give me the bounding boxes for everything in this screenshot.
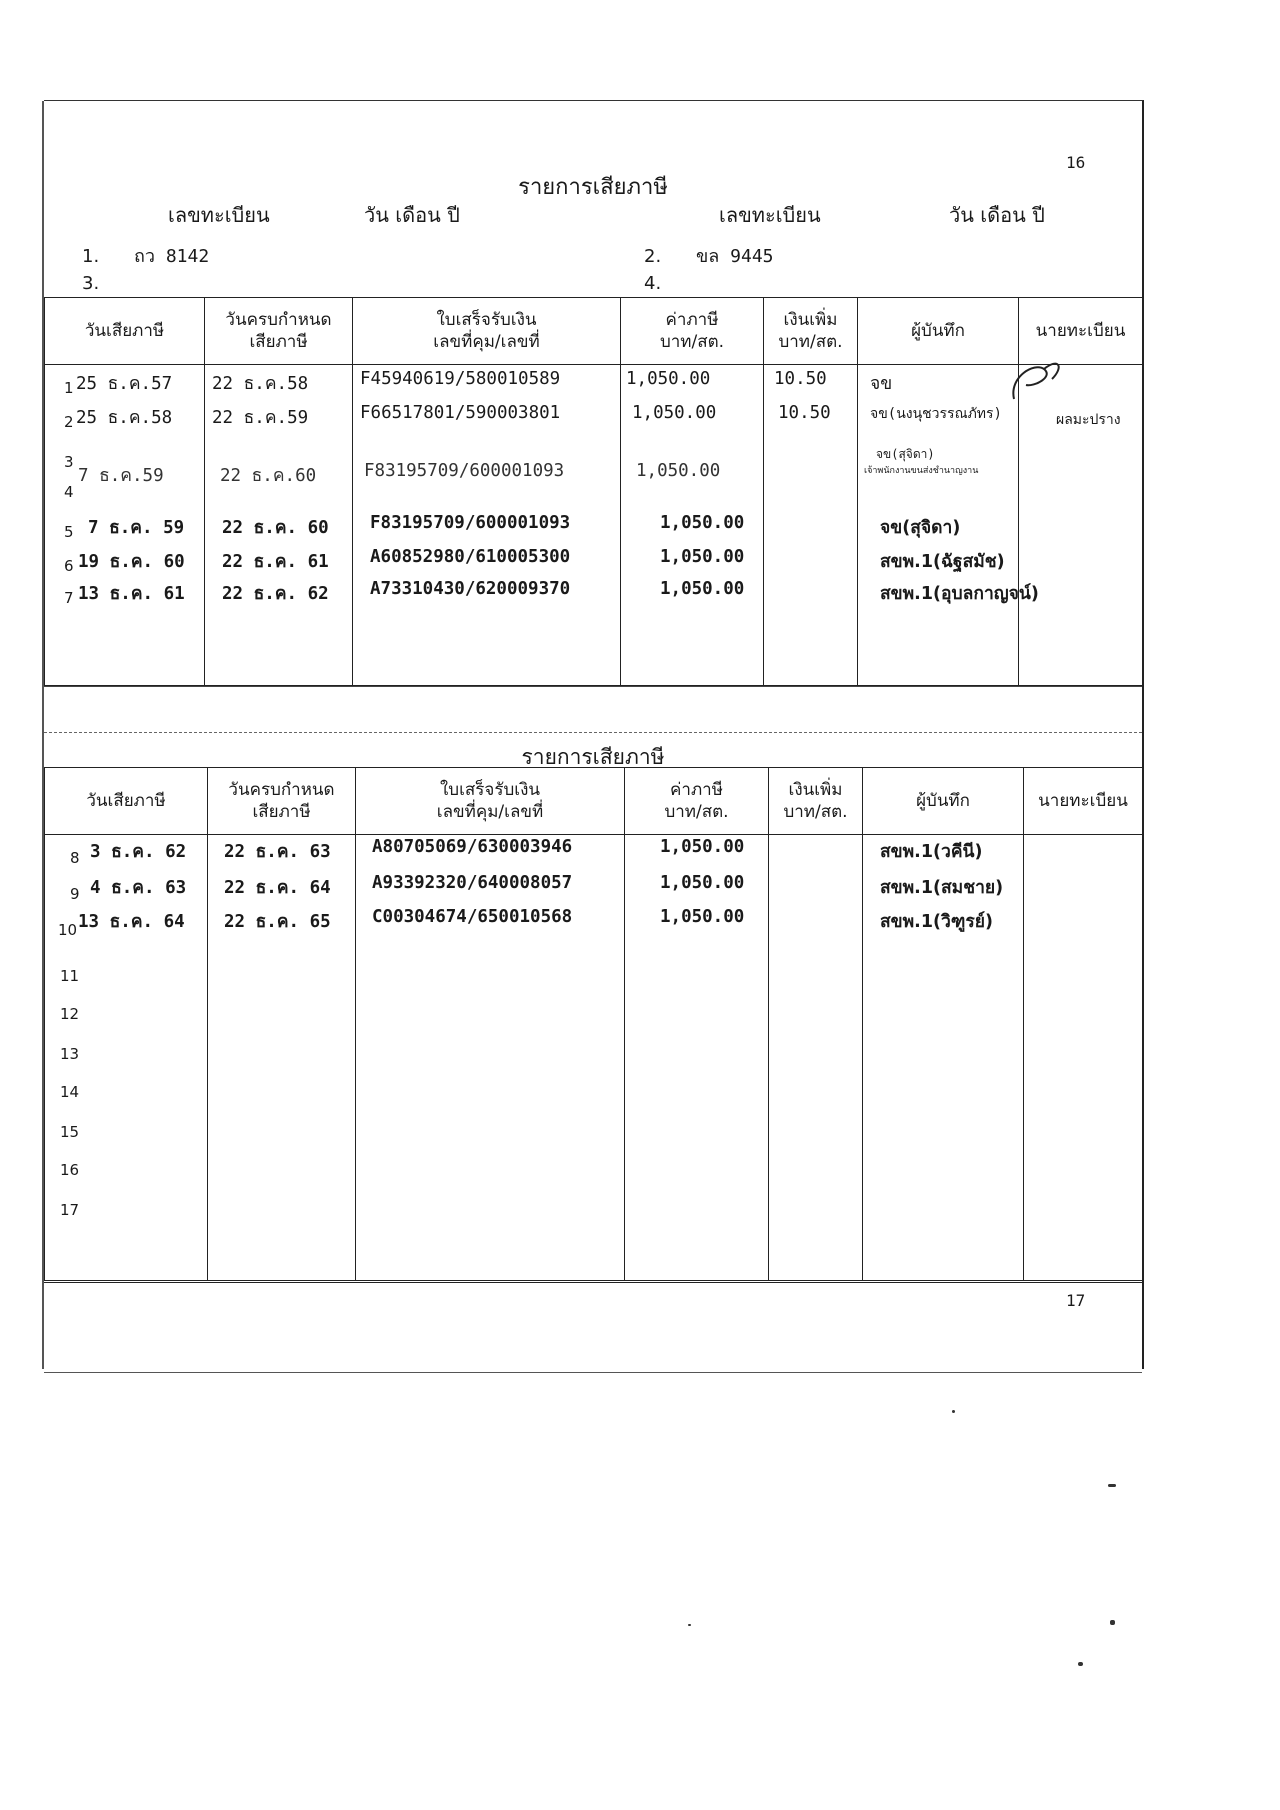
col-registrar: นายทะเบียน xyxy=(1019,298,1143,365)
col-receipt: ใบเสร็จรับเงิน เลขที่คุม/เลขที่ xyxy=(356,768,625,835)
col-extra: เงินเพิ่ม บาท/สต. xyxy=(764,298,858,365)
col-tax: ค่าภาษี บาท/สต. xyxy=(621,298,764,365)
page-number-top: 16 xyxy=(1066,153,1086,172)
row-number: 12 xyxy=(60,1005,80,1023)
registration-1: 1. ถว 8142 xyxy=(82,246,210,267)
section1-rows: 1 25 ธ.ค.57 22 ธ.ค.58 F45940619/580010589 1,050.00 10.50 จข 2 25 ธ.ค.58 22 ธ.ค.59 F66517801/590003801 1,050.00 10.50 จข(นงนุชวรรณภัทร) ผลมะปราง 3 7 ธ.ค.59 22 ธ.ค.60 F83195709/600001093 1,050.00 จข(สุจิดา) เจ้าพนักงานขนส่งชำนาญงาน 4 5 7 ธ.ค. 59 22 ธ.ค. 60 F83195709/600001093 1,050.00 จข(สุจิดา) 6 19 ธ.ค. 60 22 ธ.ค. 61 A60852980/610005300 1,050.00 สขพ.1(ฉัฐสมัช) 7 13 ธ.ค. 61 22 ธ.ค. 62 A73310430/620009370 1,050.00 สขพ.1(อุบลกาญจน์) xyxy=(44,367,1142,687)
col-extra: เงินเพิ่ม บาท/สต. xyxy=(769,768,863,835)
scan-speck xyxy=(1108,1484,1116,1487)
row-number: 15 xyxy=(60,1123,80,1141)
col-tax: ค่าภาษี บาท/สต. xyxy=(625,768,769,835)
row-number: 16 xyxy=(60,1161,80,1179)
section2-bottom-rule xyxy=(44,1282,1142,1283)
row-number: 14 xyxy=(60,1083,80,1101)
col-due-date: วันครบกำหนด เสียภาษี xyxy=(205,298,353,365)
col-recorder: ผู้บันทึก xyxy=(863,768,1024,835)
section2-rows: 8 3 ธ.ค. 62 22 ธ.ค. 63 A80705069/630003946 1,050.00 สขพ.1(วคีนี) 9 4 ธ.ค. 63 22 ธ.ค. 64 A93392320/640008057 1,050.00 สขพ.1(สมชาย) 10 13 ธ.ค. 64 22 ธ.ค. 65 C00304674/650010568 1,050.00 สขพ.1(วิฑูรย์) 11 12 13 14 15 16 17 xyxy=(58,837,1004,1219)
col-receipt: ใบเสร็จรับเงิน เลขที่คุม/เลขที่ xyxy=(353,298,621,365)
scan-speck xyxy=(1078,1662,1083,1666)
header-reg-left: เลขทะเบียน xyxy=(168,203,270,227)
row-number: 11 xyxy=(60,967,80,985)
scan-speck xyxy=(1110,1620,1115,1625)
col-due-date: วันครบกำหนด เสียภาษี xyxy=(208,768,356,835)
section2-title: รายการเสียภาษี xyxy=(521,745,665,769)
section1-header-row xyxy=(45,298,1143,365)
section2-header-row xyxy=(45,768,1143,835)
header-date-left: วัน เดือน ปี xyxy=(364,203,460,227)
page-divider xyxy=(44,686,1142,733)
page-number-bottom: 17 xyxy=(1066,1291,1086,1310)
header-date-right: วัน เดือน ปี xyxy=(949,203,1045,227)
col-registrar: นายทะเบียน xyxy=(1024,768,1143,835)
col-recorder: ผู้บันทึก xyxy=(858,298,1019,365)
section1-title: รายการเสียภาษี xyxy=(518,175,668,200)
registration-4: 4. xyxy=(644,273,662,294)
signature-icon xyxy=(1004,357,1074,407)
header-reg-right: เลขทะเบียน xyxy=(719,203,821,227)
row-number: 17 xyxy=(60,1201,80,1219)
col-pay-date: วันเสียภาษี xyxy=(45,768,208,835)
tax-record-card xyxy=(44,100,1144,1369)
col-pay-date: วันเสียภาษี xyxy=(45,298,205,365)
registration-2: 2. ขล 9445 xyxy=(644,246,774,267)
row-number: 13 xyxy=(60,1045,80,1063)
scan-speck xyxy=(688,1624,691,1626)
scan-speck xyxy=(952,1410,955,1413)
registration-3: 3. xyxy=(82,273,100,294)
